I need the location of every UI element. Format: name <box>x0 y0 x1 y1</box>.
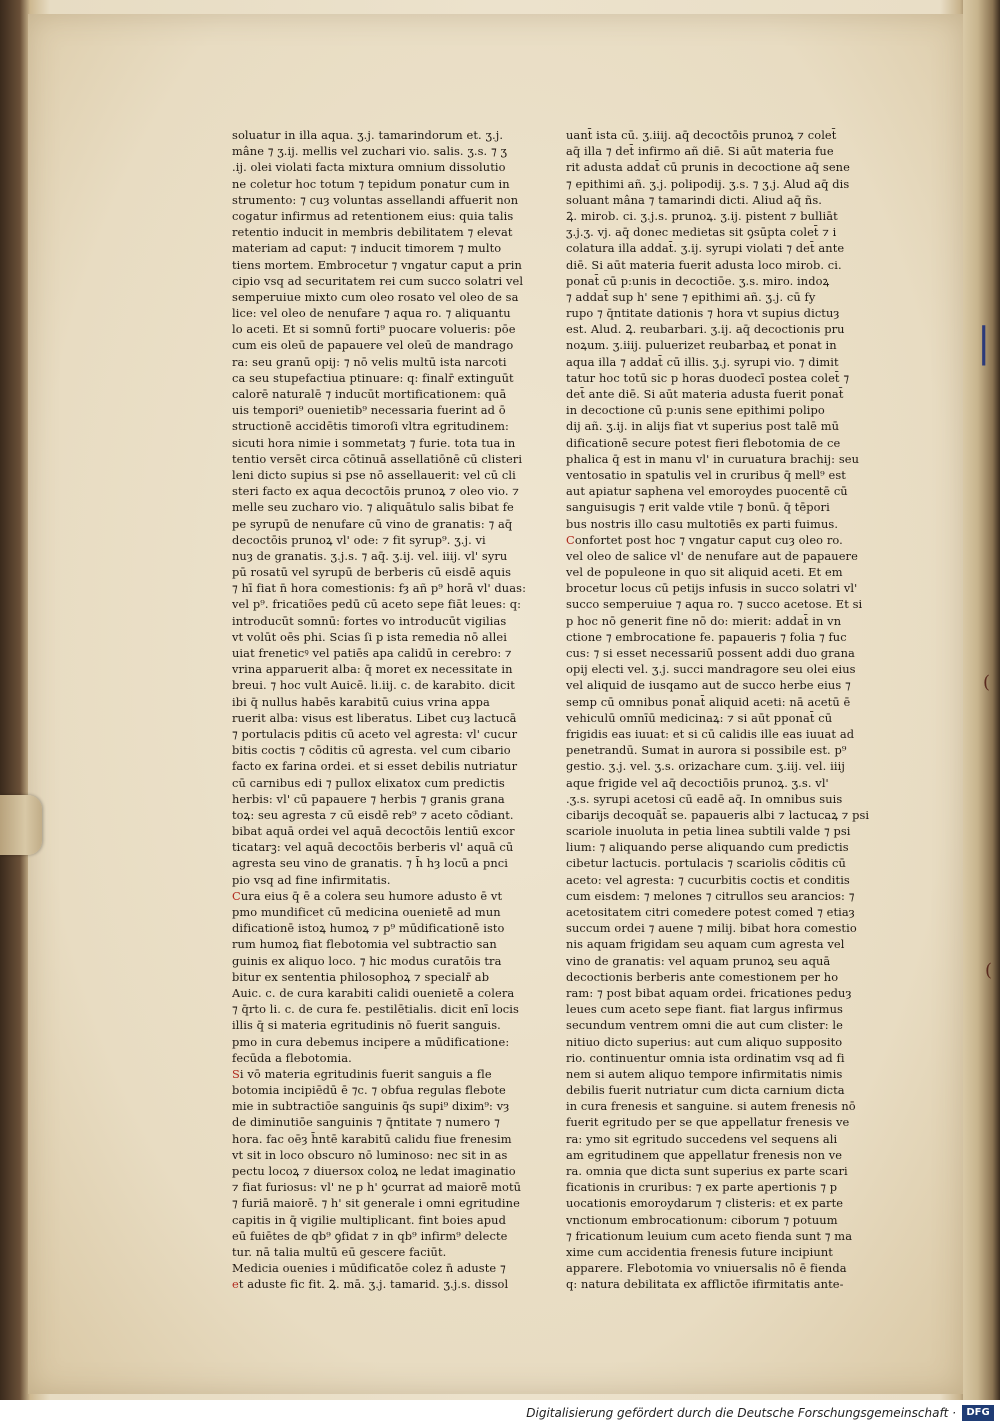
text-line: leni dicto supius si pse nō assellauerit: vel cū cli <box>232 467 516 482</box>
text-line: brocetur locus cū petijs infusis in succo solatri vl' <box>566 581 858 596</box>
text-line: illis q̄ si materia egritudinis nō fuerit sanguis. <box>232 1018 501 1033</box>
text-line: dij añ. ʒ.ij. in alijs fiat vt superius post talē mū <box>566 419 840 434</box>
text-line: vel de populeone in quo sit aliquid aceti. Et em <box>566 565 843 580</box>
text-line: Cura eius q̄ ē a colera seu humore adusto ē vt <box>232 888 503 903</box>
text-line: uiat freneticꝰ vel patiēs apa calidū in cerebro: ⁊ <box>232 646 512 660</box>
text-line: semperuiue mixto cum oleo rosato vel oleo de sa <box>232 289 519 304</box>
text-line: rupo ⁊ q̄ntitate dationis ⁊ hora vt supius dictuȝ <box>566 306 840 321</box>
text-line: Medicia ouenies i mūdificatōe colez n̄ aduste ⁊ <box>232 1261 506 1276</box>
text-line: Si vō materia egritudinis fuerit sanguis a fle <box>232 1066 492 1081</box>
rubric-initial: S <box>232 1066 240 1081</box>
text-column-right <box>566 127 888 1293</box>
text-line: nitiuo dicto superius: aut cum aliquo supposito <box>566 1034 843 1049</box>
text-line: ibi q̄ nullus habēs karabitū cuius vrina appa <box>232 694 490 709</box>
text-line: lium: ⁊ aliquando perse aliquando cum predictis <box>566 840 849 855</box>
text-line: dificationē secure potest fieri flebotomia de ce <box>566 435 841 450</box>
text-line: rit adusta addat̄ cū prunis in decoctione aq̄ sene <box>566 160 850 175</box>
rubric-initial: C <box>232 888 241 903</box>
text-line: bus nostris illo casu multotiēs ex parti fuimus. <box>566 516 839 531</box>
text-line: ⁊ q̄rto li. c. de cura fe. pestilētialis. dicit enī locis <box>232 1002 519 1017</box>
text-line: ficationis in cruribus: ⁊ ex parte apertionis ⁊ p <box>566 1180 838 1195</box>
text-line: cibetur lactucis. portulacis ⁊ scariolis cōditis cū <box>566 856 846 871</box>
text-line: aque frigide vel aq̄ decoctiōis prunoꝝ. ʒ.s. vl' <box>566 775 829 790</box>
text-line: Ꝝ. mirob. ci. ʒ.j.s. prunoꝝ. ʒ.ij. pistent ⁊ bulliāt <box>566 208 838 223</box>
text-line: .ij. olei violati facta mixtura omnium dissolutio <box>232 160 506 175</box>
text-line: cū carnibus edi ⁊ pullox elixatox cum predictis <box>232 775 505 790</box>
text-line: ram: ⁊ post bibat aquam ordei. fricationes peduȝ <box>566 985 852 1000</box>
footer-credit-text: Digitalisierung gefördert durch die Deutsche Forschungsgemeinschaft · <box>526 1406 956 1420</box>
text-line: uant̄ ista cū. ʒ.iiij. aq̄ decoctōis prunoꝝ ⁊ colet̄ <box>566 128 837 142</box>
text-line: ⁊ fricationum leuium cum aceto fienda sunt ⁊ ma <box>566 1228 853 1243</box>
text-line: aut apiatur saphena vel emoroydes puocentē cū <box>566 484 848 499</box>
text-line: lice: vel oleo de nenufare ⁊ aqua ro. ⁊ aliquantu <box>232 306 511 321</box>
text-line: introducūt somnū: fortes vo introducūt vigilias <box>232 613 507 628</box>
text-line: dificationē istoꝝ humoꝝ ⁊ p⁹ mūdificationē isto <box>232 921 505 936</box>
text-line: semp cū omnibus ponat̄ aliquid aceti: nā acetū ē <box>566 694 851 709</box>
text-line: vel aliquid de iusqamo aut de succo herbe eius ⁊ <box>566 678 851 693</box>
text-line: calorē naturalē ⁊ inducūt mortificationem: quā <box>232 387 507 401</box>
dfg-logo: DFG <box>962 1405 994 1421</box>
text-line: guinis ex aliquo loco. ⁊ hic modus curatōis tra <box>232 953 502 968</box>
text-line: lo aceti. Et si somnū forti⁹ puocare volueris: pōe <box>232 322 516 337</box>
text-line: ruerit alba: visus est liberatus. Libet cuȝ lactucā <box>232 710 517 725</box>
page-clasp <box>0 795 42 855</box>
text-line: bibat aquā ordei vel aquā decoctōis lentiū excor <box>232 824 515 839</box>
text-line: p hoc nō generit fine nō do: mierit: addat̄ in vn <box>566 613 842 628</box>
text-line: cogatur infirmus ad retentionem eius: quia talis <box>232 208 514 223</box>
text-line: in decoctione cū p:unis sene epithimi polipo <box>566 403 825 418</box>
text-line: pmo mundificet cū medicina ouenietē ad mun <box>232 905 501 919</box>
text-line: leues cum aceto sepe fiant. fiat largus infirmus <box>566 1002 843 1017</box>
next-page-red-mark-2: ( <box>985 960 993 981</box>
text-line: aceto: vel agresta: ⁊ cucurbitis coctis et conditis <box>566 872 850 887</box>
text-line: succum ordei ⁊ auene ⁊ milij. bibat hora comestio <box>566 921 857 936</box>
text-line: toꝝ: seu agresta ⁊ cū eisdē reb⁹ ⁊ aceto cōdiant. <box>232 807 514 822</box>
text-line: vino de granatis: vel aquam prunoꝝ seu aquā <box>566 953 831 968</box>
text-line: opij electi vel. ʒ.j. succi mandragore seu olei eius <box>566 662 856 677</box>
text-line: uocationis emoroydarum ⁊ clisteris: et ex parte <box>566 1196 844 1211</box>
text-line: diē. Si aūt materia fuerit adusta loco mirob. ci. <box>566 257 842 272</box>
text-line: facto ex farina ordei. et si esset debilis nutriatur <box>232 759 518 774</box>
text-line: mâne ⁊ ʒ.ij. mellis vel zuchari vio. salis. ʒ.s. ⁊ ʒ <box>232 144 508 159</box>
text-line: vrina apparuerit alba: q̄ moret ex necessitate in <box>232 662 513 677</box>
text-line: det̄ ante diē. Si aūt materia adusta fuerit ponat̄ <box>566 387 844 401</box>
text-line: est. Alud. Ꝝ. reubarbari. ʒ.ij. aq̄ decoctionis pru <box>566 322 845 337</box>
text-line: soluant mâna ⁊ tamarindi dicti. Aliud aq̄ ñs. <box>566 192 823 207</box>
text-line: breui. ⁊ hoc vult Auicē. li.iij. c. de karabito. dicit <box>232 678 515 693</box>
text-line: bitur ex sententia philosophoꝝ ⁊ specialr̄ ab <box>232 969 490 984</box>
text-line: q: natura debilitata ex afflictōe ifirmitatis ante- <box>566 1277 844 1292</box>
text-line: ctione ⁊ embrocatione fe. papaueris ⁊ folia ⁊ fuc <box>566 629 847 644</box>
text-line: vt sit in loco obscuro nō luminoso: nec sit in as <box>232 1147 508 1162</box>
text-line: phalica q̄ est in manu vl' in curuatura brachij: seu <box>566 451 860 466</box>
text-line: vel p⁹. fricatiões pedū cū aceto sepe fiāt leues: q: <box>232 597 522 612</box>
text-line: cipio vsq ad securitatem rei cum succo solatri vel <box>232 273 524 288</box>
rubric-initial: C <box>566 532 575 547</box>
text-line: rio. continuentur omnia ista ordinatim vsq ad fi <box>566 1050 845 1065</box>
text-line: ventosatio in spatulis vel in cruribus q̄ mell⁹ est <box>566 467 846 482</box>
text-line: pio vsq ad fine infirmitatis. <box>232 872 391 887</box>
text-line: ra: ymo sit egritudo succedens vel sequens ali <box>566 1131 838 1146</box>
text-line: vt volūt oēs phi. Scias ſi p ista remedia nō allei <box>232 629 507 644</box>
text-line: ⁊ portulacis pditis cū aceto vel agresta: vl' cucur <box>232 726 518 741</box>
text-line: penetrandū. Sumat in aurora si possibile est. p⁹ <box>566 743 847 758</box>
text-line: ne coletur hoc totum ⁊ tepidum ponatur cum in <box>232 176 510 191</box>
text-line: materiam ad caput: ⁊ inducit timorem ⁊ multo <box>232 241 502 256</box>
next-page-initial-mark: | <box>977 320 991 366</box>
text-line: ⁊ furiā maiorē. ⁊ h' sit generale i omni egritudine <box>232 1196 520 1211</box>
text-line: Confortet post hoc ⁊ vngatur caput cuȝ oleo ro. <box>566 532 843 547</box>
text-line: tentio versēt circa cōtinuā assellatiōnē cū clisteri <box>232 451 523 466</box>
text-line: am egritudinem que appellatur frenesis non ve <box>566 1147 843 1162</box>
text-line: steri facto ex aqua decoctōis prunoꝝ ⁊ oleo vio. ⁊ <box>232 484 519 499</box>
text-line: cum eisdem: ⁊ melones ⁊ citrullos seu arancios: ⁊ <box>566 888 855 903</box>
text-line: acetositatem citri comedere potest comed ⁊ etiaȝ <box>566 905 855 919</box>
text-line: ra. omnia que dicta sunt superius ex parte scari <box>566 1164 848 1178</box>
text-line: capitis in q̄ vigilie multiplicant. fint boies apud <box>232 1212 506 1227</box>
text-line: retentio inducit in membris debilitatem ⁊ elevat <box>232 225 513 240</box>
text-line: pmo in cura debemus incipere a mūdificatione: <box>232 1034 510 1049</box>
text-line: pū rosatū vel syrupū de berberis cū eisdē aquis <box>232 565 512 580</box>
text-line: .ʒ.s. syrupi acetosi cū eadē aq̄. In omnibus suis <box>566 791 843 806</box>
text-line: nis aquam frigidam seu aquam cum agresta vel <box>566 937 845 952</box>
text-line: hora. fac oēȝ h̄ntē karabitū calidu fiue frenesim <box>232 1131 512 1146</box>
text-line: ca seu stupefactiua ptinuare: q: finalr̄ extinguūt <box>232 370 514 385</box>
text-line: rum humoꝝ fiat flebotomia vel subtractio san <box>232 937 497 952</box>
text-line: colatura illa addat̄. ʒ.ij. syrupi violati ⁊ det̄ ante <box>566 241 845 256</box>
text-line: aqua illa ⁊ addat̄ cū illis. ʒ.j. syrupi vio. ⁊ dimit <box>566 354 839 369</box>
text-line: herbis: vl' cū papauere ⁊ herbis ⁊ granis grana <box>232 791 505 806</box>
text-line: ⁊ hī fiat n̄ hora comestionis: fȝ añ p⁹ horā vl' duas: <box>232 581 527 596</box>
text-line: ⁊ fiat furiosus: vl' ne p h' ꝯcurrat ad maiorē motū <box>232 1180 522 1195</box>
text-line: nuȝ de granatis. ʒ.j.s. ⁊ aq̄. ʒ.ij. vel. iiij. vl' syru <box>232 548 508 563</box>
text-line: pe syrupū de nenufare cū vino de granatis: ⁊ aq̄ <box>232 516 513 531</box>
text-line: noꝝum. ʒ.iiij. puluerizet reubarbaꝝ et ponat in <box>566 338 837 353</box>
text-line: tiens mortem. Embrocetur ⁊ vngatur caput a prin <box>232 257 522 272</box>
text-line: mie in subtractiōe sanguinis q̄s supi⁹ dixim⁹: vȝ <box>232 1099 510 1114</box>
text-line: ⁊ addat̄ sup h' sene ⁊ epithimi añ. ʒ.j. cū fy <box>566 289 816 304</box>
text-line: eū fuiētes de qb⁹ ꝯfidat ⁊ in qb⁹ infirm⁹ delecte <box>232 1228 508 1243</box>
text-line: decoctōis prunoꝝ vl' ode: ⁊ fit syrup⁹. ʒ.j. vi <box>232 532 486 547</box>
text-line: scariole inuoluta in petia linea subtili valde ⁊ psi <box>566 824 851 839</box>
text-line: vel oleo de salice vl' de nenufare aut de papauere <box>566 548 858 563</box>
text-line: vehiculū omnīū medicinaꝝ: ⁊ si aūt pponat̄ cū <box>566 710 833 725</box>
rubric-initial: e <box>232 1277 239 1292</box>
text-line: tatur hoc totū sic p horas duodecī postea colet̄ ⁊ <box>566 370 850 385</box>
text-line: ra: seu granū opij: ⁊ nō velis multū ista narcoti <box>232 354 507 369</box>
text-line: in cura frenesis et sanguine. si autem frenesis nō <box>566 1099 856 1114</box>
text-line: gestio. ʒ.j. vel. ʒ.s. orizachare cum. ʒ.iij. vel. iiij <box>566 759 845 774</box>
text-line: xime cum accidentia frenesis future incipiunt <box>566 1244 833 1259</box>
text-line: ⁊ epithimi añ. ʒ.j. polipodij. ʒ.s. ⁊ ʒ.j. Alud aq̄ dis <box>566 176 850 191</box>
text-line: strumento: ⁊ cuȝ voluntas assellandi affuerit non <box>232 192 519 207</box>
next-page-edge <box>963 0 1000 1400</box>
text-line: ʒ.j.ʒ. vj. aq̄ donec medietas sit ꝯsūpta colet̄ ⁊ i <box>566 225 837 240</box>
text-line: agresta seu vino de granatis. ⁊ h̄ hȝ locū a pnci <box>232 856 508 871</box>
text-line: melle seu zucharo vio. ⁊ aliquātulo salis bibat fe <box>232 500 514 515</box>
digitization-footer <box>0 1400 1000 1428</box>
text-line: et aduste fic fit. Ꝝ. mā. ʒ.j. tamarid. ʒ.j.s. dissol <box>232 1277 509 1292</box>
text-column-left <box>232 127 554 1293</box>
text-line: Auic. c. de cura karabiti calidi ouenietē a colera <box>232 985 515 1000</box>
text-line: sanguisugis ⁊ erit valde vtile ⁊ bonū. q̄ tēpori <box>566 500 830 515</box>
text-line: uis tempori⁹ ouenietib⁹ necessaria fuerint ad ō <box>232 403 506 418</box>
text-line: tur. nā talia multū eū gescere faciūt. <box>232 1244 447 1259</box>
text-line: debilis fuerit nutriatur cum dicta carnium dicta <box>566 1083 845 1098</box>
text-line: vnctionum embrocationum: ciborum ⁊ potuum <box>566 1212 838 1227</box>
next-page-red-mark: ( <box>983 672 991 693</box>
text-line: apparere. Flebotomia vo vniuersalis nō ē fienda <box>566 1261 847 1276</box>
text-line: decoctionis berberis ante comestionem per ho <box>566 969 839 984</box>
text-line: cum eis oleū de papauere vel oleū de mandrago <box>232 338 514 353</box>
text-line: cus: ⁊ si esset necessariū possent addi duo grana <box>566 646 855 660</box>
text-line: de diminutiōe sanguinis ⁊ q̄ntitate ⁊ numero ⁊ <box>232 1115 500 1130</box>
text-line: frigidis eas iuuat: et si cū calidis ille eas iuuat ad <box>566 726 855 741</box>
text-line: aq̄ illa ⁊ det̄ infirmo añ diē. Si aūt materia fue <box>566 144 834 159</box>
text-line: fecūda a flebotomia. <box>232 1050 352 1065</box>
text-line: soluatur in illa aqua. ʒ.j. tamarindorum et. ʒ.j. <box>232 128 504 142</box>
text-line: fuerit egritudo per se que appellatur frenesis ve <box>566 1115 850 1130</box>
text-line: succo semperuiue ⁊ aqua ro. ⁊ succo acetose. Et si <box>566 597 863 612</box>
text-line: ticatarꝫ: vel aquā decoctōis berberis vl' aquā cū <box>232 840 514 855</box>
text-line: ponat̄ cū p:unis in decoctiōe. ʒ.s. miro. indoꝝ <box>566 273 830 288</box>
text-line: bitis coctis ⁊ cōditis cū agresta. vel cum cibario <box>232 743 511 758</box>
text-line: nem si autem aliquo tempore infirmitatis nimis <box>566 1066 843 1081</box>
text-line: sicuti hora nimie i sommetatȝ ⁊ furie. tota tua in <box>232 435 516 450</box>
text-line: pectu locoꝝ ⁊ diuersox coloꝝ ne ledat imaginatio <box>232 1164 516 1178</box>
text-line: structionē accidētis timoroſi vltra egritudinem: <box>232 419 509 434</box>
text-line: botomia incipiēdū ē ⁊c. ⁊ obfua regulas flebote <box>232 1083 506 1098</box>
text-line: secundum ventrem omni die aut cum clister: le <box>566 1018 844 1033</box>
text-line: cibarijs decoquāt̄ se. papaueris albi ⁊ lactucaꝝ ⁊ psi <box>566 807 870 822</box>
